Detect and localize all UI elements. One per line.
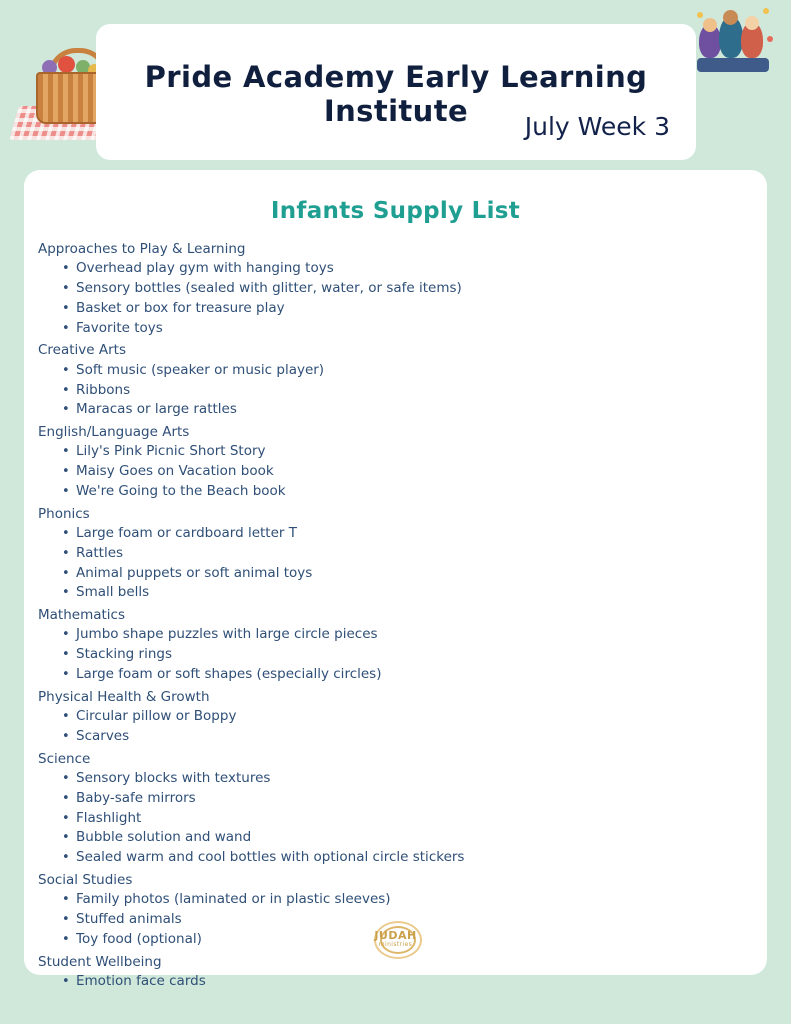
list-item: • Baby-safe mirrors bbox=[76, 789, 767, 809]
supply-group-title: Science bbox=[38, 750, 91, 767]
document-sheet bbox=[24, 170, 767, 989]
list-item: • Stacking rings bbox=[76, 645, 767, 665]
list-item: • Circular pillow or Boppy bbox=[76, 707, 767, 727]
list-item: • Flashlight bbox=[76, 809, 767, 829]
list-item: • Soft music (speaker or music player) bbox=[76, 361, 767, 381]
supply-group bbox=[38, 423, 767, 502]
list-item: • Maisy Goes on Vacation book bbox=[76, 462, 767, 482]
supply-group bbox=[38, 505, 767, 603]
supply-item-list bbox=[38, 442, 767, 501]
list-item: • Jumbo shape puzzles with large circle pieces bbox=[76, 625, 767, 645]
supply-group bbox=[38, 688, 767, 747]
list-item: • Bubble solution and wand bbox=[76, 828, 767, 848]
logo-text: JUDAH bbox=[374, 929, 417, 942]
list-item: • We're Going to the Beach book bbox=[76, 482, 767, 502]
supply-item-list bbox=[38, 361, 767, 420]
sparkle-icon bbox=[763, 8, 769, 14]
list-item: • Overhead play gym with hanging toys bbox=[76, 259, 767, 279]
supply-group bbox=[38, 606, 767, 685]
supply-group-title: Approaches to Play & Learning bbox=[38, 241, 246, 257]
supply-group bbox=[38, 750, 767, 868]
supply-group-title: Physical Health & Growth bbox=[38, 688, 210, 705]
sparkle-icon bbox=[697, 12, 703, 18]
children-reading-icon bbox=[697, 8, 773, 74]
sparkle-icon bbox=[767, 36, 773, 42]
header-subtitle: July Week 3 bbox=[524, 112, 670, 141]
supply-group-title: Mathematics bbox=[38, 607, 125, 624]
header-card bbox=[96, 24, 696, 160]
child-head bbox=[745, 16, 759, 30]
logo-subtext: ministries bbox=[378, 941, 413, 948]
supply-list-title: Infants Supply List bbox=[270, 198, 521, 224]
list-item: • Stuffed animals bbox=[76, 910, 767, 930]
list-item: • Toy food (optional) bbox=[76, 930, 767, 950]
list-item: • Lily's Pink Picnic Short Story bbox=[76, 442, 767, 462]
supply-item-list bbox=[38, 259, 767, 338]
supply-list-content bbox=[38, 240, 767, 992]
list-item: • Rattles bbox=[76, 544, 767, 564]
supply-item-list bbox=[38, 769, 767, 868]
supply-group bbox=[38, 341, 767, 420]
supply-item-list bbox=[38, 707, 767, 747]
footer bbox=[24, 921, 767, 961]
supply-group-title: Creative Arts bbox=[38, 342, 127, 359]
child-head bbox=[703, 18, 717, 32]
supply-group-title: English/Language Arts bbox=[38, 424, 190, 441]
list-item: • Animal puppets or soft animal toys bbox=[76, 564, 767, 584]
book-shape bbox=[697, 58, 769, 72]
list-item: • Basket or box for treasure play bbox=[76, 299, 767, 319]
page-title: Pride Academy Early Learning Institute bbox=[144, 60, 648, 128]
supply-group bbox=[38, 240, 767, 338]
list-item: • Sensory blocks with textures bbox=[76, 769, 767, 789]
list-item: • Maracas or large rattles bbox=[76, 400, 767, 420]
list-item: • Sealed warm and cool bottles with optional circle stickers bbox=[76, 848, 767, 868]
supply-item-list bbox=[38, 524, 767, 603]
child-head bbox=[723, 10, 738, 25]
list-item: • Large foam or cardboard letter T bbox=[76, 524, 767, 544]
list-item: • Small bells bbox=[76, 583, 767, 603]
supply-group-title: Phonics bbox=[38, 505, 90, 522]
supply-item-list bbox=[38, 972, 767, 992]
supply-group-title: Social Studies bbox=[38, 872, 133, 889]
supply-group-title: Student Wellbeing bbox=[38, 953, 162, 970]
list-item: • Scarves bbox=[76, 727, 767, 747]
supply-item-list bbox=[38, 625, 767, 684]
list-item: • Ribbons bbox=[76, 381, 767, 401]
list-item: • Favorite toys bbox=[76, 319, 767, 339]
judah-ministries-logo bbox=[357, 921, 435, 957]
page-header bbox=[0, 0, 791, 160]
fruit-shape bbox=[58, 56, 75, 73]
list-item: • Emotion face cards bbox=[76, 972, 767, 992]
list-item: • Family photos (laminated or in plastic sleeves) bbox=[76, 890, 767, 910]
list-item: • Sensory bottles (sealed with glitter, water, or safe items) bbox=[76, 279, 767, 299]
list-item: • Large foam or soft shapes (especially circles) bbox=[76, 665, 767, 685]
